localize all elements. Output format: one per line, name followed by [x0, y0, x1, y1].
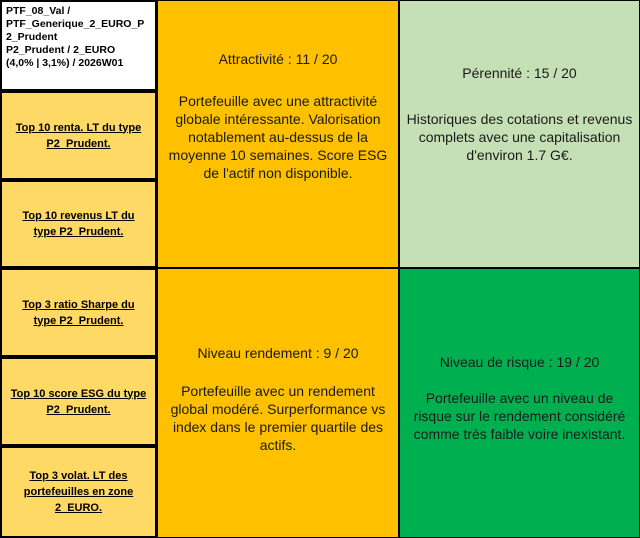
link-cell-top10-revenus: [0, 180, 157, 268]
risque-panel: [399, 268, 640, 538]
portfolio-header: [0, 0, 157, 91]
risque-description: Portefeuille avec un niveau de risque sur le rendement considéré comme très faible voire inexistant.: [413, 390, 626, 442]
header-line-1: PTF_08_Val /: [6, 5, 71, 17]
link-cell-top10-renta: [0, 91, 157, 180]
top10-renta-link[interactable]: Top 10 renta. LT du type P2_Prudent.: [15, 121, 142, 150]
rendement-description: Portefeuille avec un rendement global modéré. Surperformance vs index dans le premier quartile des actifs.: [170, 383, 386, 453]
rendement-panel: [157, 268, 399, 538]
link-cell-top3-volat: [0, 446, 157, 538]
link-cell-top3-sharpe: [0, 268, 157, 357]
attractivite-title: Attractivité : 11 / 20: [218, 51, 338, 67]
rendement-title: Niveau rendement : 9 / 20: [197, 345, 359, 361]
header-line-3: 2_Prudent: [6, 31, 58, 43]
attractivite-panel: [157, 0, 399, 268]
perennite-description: Historiques des cotations et revenus complets avec une capitalisation d'environ 1.7 G€.: [406, 111, 633, 163]
top3-volat-link[interactable]: Top 3 volat. LT des portefeuilles en zone 2_EURO.: [23, 470, 134, 514]
header-line-5: (4,0% | 3,1%) / 2026W01: [6, 57, 124, 69]
header-line-4: P2_Prudent / 2_EURO: [6, 44, 116, 56]
attractivite-description: Portefeuille avec une attractivité globale intéressante. Valorisation notablement au-dessus de la moyenne 10 semaines. Score ESG de l'actif non disponible.: [168, 93, 388, 181]
link-cell-top10-esg: [0, 357, 157, 446]
header-line-2: PTF_Generique_2_EURO_P: [6, 18, 145, 30]
top10-revenus-link[interactable]: Top 10 revenus LT du type P2_Prudent.: [22, 210, 135, 238]
top10-esg-link[interactable]: Top 10 score ESG du type P2_Prudent.: [10, 387, 147, 416]
risque-title: Niveau de risque : 19 / 20: [439, 354, 600, 370]
perennite-panel: [399, 0, 640, 268]
perennite-title: Pérennité : 15 / 20: [462, 65, 577, 81]
top3-sharpe-link[interactable]: Top 3 ratio Sharpe du type P2_Prudent.: [22, 298, 135, 327]
